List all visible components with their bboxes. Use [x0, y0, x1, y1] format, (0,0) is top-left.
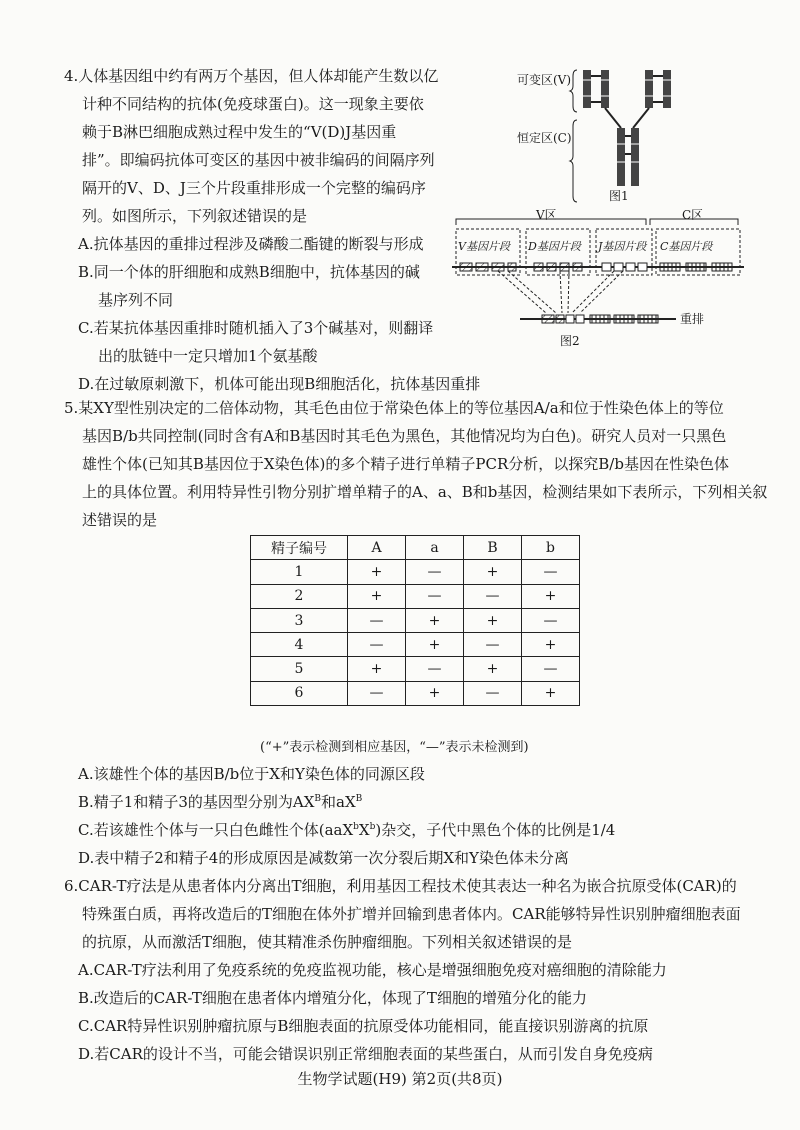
table-header: A: [348, 536, 406, 560]
q4-stem-line: 4.人体基因组中约有两万个基因，但人体却能产生数以亿: [64, 67, 439, 85]
gene-rearrangement-diagram: [450, 205, 750, 355]
table-note: (“+”表示检测到相应基因，“—”表示未检测到): [260, 740, 529, 755]
table-row: [251, 584, 580, 608]
q5-option-c: C.若该雄性个体与一只白色雌性个体$(aaX^bX^b)$杂交，子代中黑色个体的比例是1/4: [78, 821, 616, 839]
table-row: [251, 560, 580, 584]
table-cell: —: [348, 681, 406, 705]
table-cell: —: [464, 681, 522, 705]
table-cell: +: [348, 584, 406, 608]
table-header: B: [464, 536, 522, 560]
q5-stem-line: 5.某XY型性别决定的二倍体动物，其毛色由位于常染色体上的等位基因A/a和位于性染色体上的等位: [64, 399, 724, 417]
q4-stem-line: 列。如图所示，下列叙述错误的是: [82, 207, 308, 225]
table-row: [251, 657, 580, 681]
q4-option-d: D.在过敏原刺激下，机体可能出现B细胞活化，抗体基因重排: [78, 375, 481, 393]
table-cell: +: [406, 608, 464, 632]
table-cell: +: [406, 633, 464, 657]
table-cell: +: [348, 560, 406, 584]
table-cell: +: [406, 681, 464, 705]
table-cell: 4: [251, 633, 348, 657]
q4-option-c-cont: 出的肽链中一定只增加1个氨基酸: [98, 347, 318, 365]
table-cell: 3: [251, 608, 348, 632]
table-cell: —: [348, 633, 406, 657]
q6-stem-line: 的抗原，从而激活T细胞，使其精准杀伤肿瘤细胞。下列相关叙述错误的是: [82, 933, 573, 951]
q6-stem-line: 特殊蛋白质，再将改造后的T细胞在体外扩增并回输到患者体内。CAR能够特异性识别肿瘤细胞表面: [82, 905, 741, 923]
table-cell: +: [348, 657, 406, 681]
table-cell: 5: [251, 657, 348, 681]
q6-option-b: B.改造后的CAR-T细胞在患者体内增殖分化，体现了T细胞的增殖分化的能力: [78, 989, 587, 1007]
q6-option-c: C.CAR特异性识别肿瘤抗原与B细胞表面的抗原受体功能相同，能直接识别游离的抗原: [78, 1017, 649, 1035]
table-cell: +: [522, 681, 580, 705]
table-cell: 6: [251, 681, 348, 705]
table-header: 精子编号: [251, 536, 348, 560]
table-cell: +: [464, 560, 522, 584]
c-segment-label: C基因片段: [660, 240, 713, 253]
q6-option-a: A.CAR-T疗法利用了免疫系统的免疫监视功能，核心是增强细胞免疫对癌细胞的清除能力: [78, 961, 667, 979]
table-cell: +: [464, 608, 522, 632]
v-segment-label: V基因片段: [458, 240, 510, 253]
table-cell: —: [406, 657, 464, 681]
table-cell: —: [522, 657, 580, 681]
table-cell: +: [464, 657, 522, 681]
table-row: [251, 681, 580, 705]
q5-stem-line: 雄性个体(已知其B基因位于X染色体)的多个精子进行单精子PCR分析，以探究B/b基因在性染色体: [82, 455, 729, 473]
q4-stem-line: 隔开的V、D、J三个片段重排形成一个完整的编码序: [82, 179, 426, 197]
q6-stem-line: 6.CAR-T疗法是从患者体内分离出T细胞，利用基因工程技术使其表达一种名为嵌合抗原受体(CAR)的: [64, 877, 737, 895]
q4-stem-line: 赖于B淋巴细胞成熟过程中发生的“V(D)J基因重: [82, 123, 397, 141]
q6-option-d: D.若CAR的设计不当，可能会错误识别正常细胞表面的某些蛋白，从而引发自身免疫病: [78, 1045, 653, 1063]
q5-option-b: B.精子1和精子3的基因型分别为$AX^B$和$aX^B$: [78, 793, 363, 811]
rearranged-label: 重排: [680, 312, 705, 326]
table-cell: —: [522, 560, 580, 584]
table-cell: —: [522, 608, 580, 632]
table-cell: +: [522, 633, 580, 657]
figure-1-antibody: [505, 58, 745, 208]
d-segment-label: D基因片段: [528, 240, 581, 253]
q4-option-a: A.抗体基因的重排过程涉及磷酸二酯键的断裂与形成: [78, 235, 424, 253]
constant-region-label: 恒定区(C): [517, 131, 572, 145]
q4-stem-line: 排”。即编码抗体可变区的基因中被非编码的间隔序列: [82, 151, 435, 169]
c-region-label: C区: [682, 208, 704, 222]
q5-stem-line: 述错误的是: [82, 511, 158, 529]
q4-option-b: B.同一个体的肝细胞和成熟B细胞中，抗体基因的碱: [78, 263, 420, 281]
page-footer: 生物学试题(H9) 第2页(共8页): [297, 1070, 503, 1088]
table-cell: —: [348, 608, 406, 632]
q5-stem-line: 上的具体位置。利用特异性引物分别扩增单精子的A、a、B和b基因，检测结果如下表所示，下列相关叙: [82, 483, 768, 501]
sperm-pcr-table: [250, 535, 580, 706]
q4-option-b-cont: 基序列不同: [98, 291, 174, 309]
table-header-row: [251, 536, 580, 560]
table-cell: 1: [251, 560, 348, 584]
table-row: [251, 608, 580, 632]
variable-region-label: 可变区(V): [517, 73, 572, 87]
q4-stem-line: 计种不同结构的抗体(免疫球蛋白)。这一现象主要依: [82, 95, 424, 113]
table-cell: +: [522, 584, 580, 608]
table-cell: —: [464, 633, 522, 657]
figure-1-caption: 图1: [609, 189, 629, 203]
figure-2-caption: 图2: [560, 334, 580, 348]
table-header: a: [406, 536, 464, 560]
q4-option-c: C.若某抗体基因重排时随机插入了3个碱基对，则翻译: [78, 319, 434, 337]
table-header: b: [522, 536, 580, 560]
table-cell: —: [464, 584, 522, 608]
table-cell: —: [406, 584, 464, 608]
j-segment-label: J基因片段: [598, 240, 647, 253]
table-cell: —: [406, 560, 464, 584]
v-region-label: V区: [536, 208, 557, 222]
q5-stem-line: 基因B/b共同控制(同时含有A和B基因时其毛色为黑色，其他情况均为白色)。研究人员对一只黑色: [82, 427, 727, 445]
q5-option-a: A.该雄性个体的基因B/b位于X和Y染色体的同源区段: [78, 765, 425, 783]
table-row: [251, 633, 580, 657]
q5-option-d: D.表中精子2和精子4的形成原因是减数第一次分裂后期X和Y染色体未分离: [78, 849, 569, 867]
figure-2-gene-rearrangement: [450, 205, 750, 355]
table-cell: 2: [251, 584, 348, 608]
